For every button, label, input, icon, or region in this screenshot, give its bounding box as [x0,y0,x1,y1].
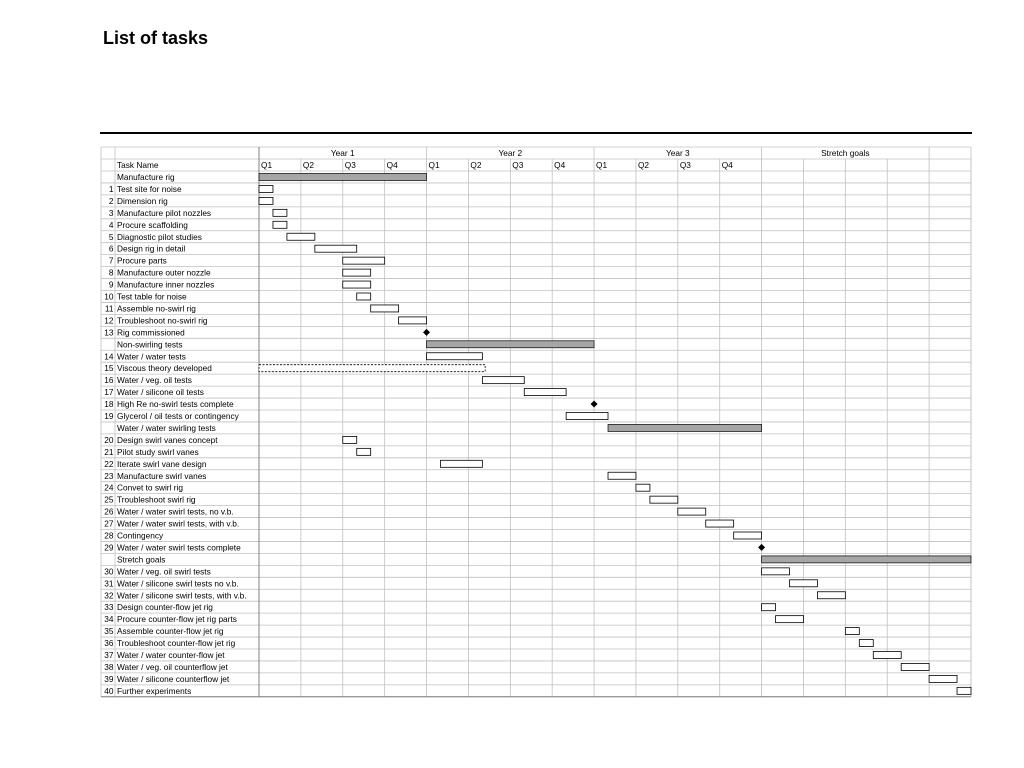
task-bar [636,484,650,491]
task-bar [817,592,845,599]
task-bar [357,448,371,455]
task-name: Non-swirling tests [117,339,183,350]
quarter-label: Q1 [428,160,440,170]
task-name: Dimension rig [117,195,168,206]
task-id: 16 [104,375,114,386]
task-id: 37 [104,650,114,660]
task-name: Design swirl vanes concept [117,434,218,445]
task-name: Procure counter-flow jet rig parts [117,614,237,625]
task-id: 11 [104,303,114,314]
task-bar [873,652,901,659]
task-name: Viscous theory developed [117,363,212,374]
task-name: High Re no-swirl tests complete [117,399,234,410]
task-name: Water / veg. oil counterflow jet [117,661,228,672]
task-id: 34 [104,614,114,625]
task-id: 19 [104,411,114,421]
task-name: Water / veg. oil swirl tests [117,566,211,577]
task-name: Water / water swirling tests [117,422,216,433]
task-bar [343,269,371,276]
task-id: 3 [108,207,114,218]
task-id: 12 [104,315,114,326]
quarter-label: Q4 [386,160,398,170]
summary-bar [427,341,595,348]
task-name-header: Task Name [117,160,159,170]
task-name: Procure parts [117,255,167,266]
task-bar [901,663,929,670]
milestone-diamond [423,329,430,336]
task-id: 25 [104,494,114,505]
task-name: Convet to swirl rig [117,482,183,493]
year-header: Stretch goals [821,148,870,158]
task-bar [650,496,678,503]
task-id: 33 [104,602,114,613]
task-id: 31 [104,578,114,589]
summary-bar [608,424,762,431]
task-id: 18 [104,399,114,410]
task-bar [845,628,859,635]
task-bar [399,317,427,324]
task-name: Water / water tests [117,351,186,362]
task-id: 40 [104,685,114,696]
task-bar [343,436,357,443]
task-name: Water / silicone counterflow jet [117,673,230,684]
task-name: Water / silicone swirl tests no v.b. [117,578,239,589]
task-id: 28 [104,530,114,541]
task-id: 24 [104,482,114,493]
task-name: Water / water counter-flow jet [117,650,225,660]
task-id: 5 [108,231,114,242]
task-name: Diagnostic pilot studies [117,231,202,242]
task-name: Water / silicone oil tests [117,387,204,398]
task-bar [482,377,524,384]
task-name: Further experiments [117,685,192,696]
quarter-label: Q3 [679,160,691,170]
task-name: Troubleshoot no-swirl rig [117,315,208,326]
summary-bar [762,556,971,563]
task-id: 13 [104,327,114,338]
task-bar [273,209,287,216]
task-name: Water / silicone swirl tests, with v.b. [117,590,247,601]
quarter-label: Q2 [637,160,650,170]
task-id: 38 [104,661,114,672]
task-bar [259,197,273,204]
year-header: Year 2 [498,148,523,158]
task-id: 2 [108,195,114,206]
task-bar [273,221,287,228]
task-name: Manufacture outer nozzle [117,267,211,278]
task-id: 10 [104,291,114,302]
task-id: 15 [104,363,114,374]
task-bar [343,257,385,264]
task-name: Water / water swirl tests complete [117,542,241,553]
task-name: Assemble counter-flow jet rig [117,626,224,637]
year-header: Year 3 [665,148,690,158]
milestone-diamond [591,401,598,408]
task-name: Water / water swirl tests, no v.b. [117,506,234,517]
quarter-label: Q3 [344,160,356,170]
task-bar [678,508,706,515]
task-id: 39 [104,673,114,684]
task-bar [734,532,762,539]
task-bar [357,293,371,300]
task-bar [608,472,636,479]
task-id: 6 [108,243,114,254]
quarter-label: Q3 [512,160,524,170]
task-id: 7 [108,255,114,266]
task-name: Stretch goals [117,554,166,565]
task-name: Test table for noise [117,291,187,302]
task-id: 17 [104,387,114,398]
task-name: Iterate swirl vane design [117,458,207,469]
year-header: Year 1 [330,148,355,158]
quarter-label: Q1 [261,160,273,170]
task-bar [427,353,483,360]
task-bar [859,640,873,647]
milestone-diamond [758,544,765,551]
task-name: Troubleshoot counter-flow jet rig [117,638,236,649]
task-id: 22 [104,458,114,469]
task-name: Procure scaffolding [117,219,188,230]
task-bar [524,389,566,396]
task-name: Manufacture rig [117,172,175,182]
task-name: Manufacture swirl vanes [117,470,207,481]
task-bar [315,245,357,252]
task-id: 27 [104,518,114,529]
task-bar-dashed [259,365,485,372]
task-id: 35 [104,626,114,637]
task-bar [776,616,804,623]
task-bar [440,460,482,467]
task-bar [957,687,971,694]
task-id: 8 [108,267,114,278]
task-bar [790,580,818,587]
task-name: Water / veg. oil tests [117,375,192,386]
task-bar [343,281,371,288]
task-bar [706,520,734,527]
task-name: Manufacture pilot nozzles [117,207,212,218]
task-id: 30 [104,566,114,577]
quarter-label: Q4 [721,160,733,170]
task-id: 20 [104,434,114,445]
task-bar [762,568,790,575]
task-name: Rig commissioned [117,327,185,338]
task-name: Design counter-flow jet rig [117,602,213,613]
task-name: Test site for noise [117,183,182,194]
task-name: Troubleshoot swirl rig [117,494,196,505]
task-name: Glycerol / oil tests or contingency [117,411,239,421]
task-name: Assemble no-swirl rig [117,303,196,314]
task-bar [566,413,608,420]
quarter-label: Q4 [554,160,566,170]
task-bar [287,233,315,240]
task-name: Pilot study swirl vanes [117,446,199,457]
page-title: List of tasks [103,28,209,48]
task-id: 23 [104,470,114,481]
quarter-label: Q1 [596,160,608,170]
task-id: 4 [108,219,114,230]
quarter-label: Q2 [302,160,314,170]
task-id: 36 [104,638,114,649]
task-id: 26 [104,506,114,517]
task-id: 21 [104,446,114,457]
task-bar [371,305,399,312]
task-id: 29 [104,542,114,553]
task-bar [762,604,776,611]
task-name: Water / water swirl tests, with v.b. [117,518,240,529]
task-bar [929,675,957,682]
task-name: Contingency [117,530,164,541]
summary-bar [259,174,427,181]
quarter-label: Q2 [470,160,482,170]
task-bar [259,185,273,192]
task-name: Design rig in detail [117,243,186,254]
task-id: 9 [108,279,114,290]
task-id: 14 [104,351,114,362]
task-id: 32 [104,590,114,601]
task-name: Manufacture inner nozzles [117,279,215,290]
task-id: 1 [108,183,114,194]
